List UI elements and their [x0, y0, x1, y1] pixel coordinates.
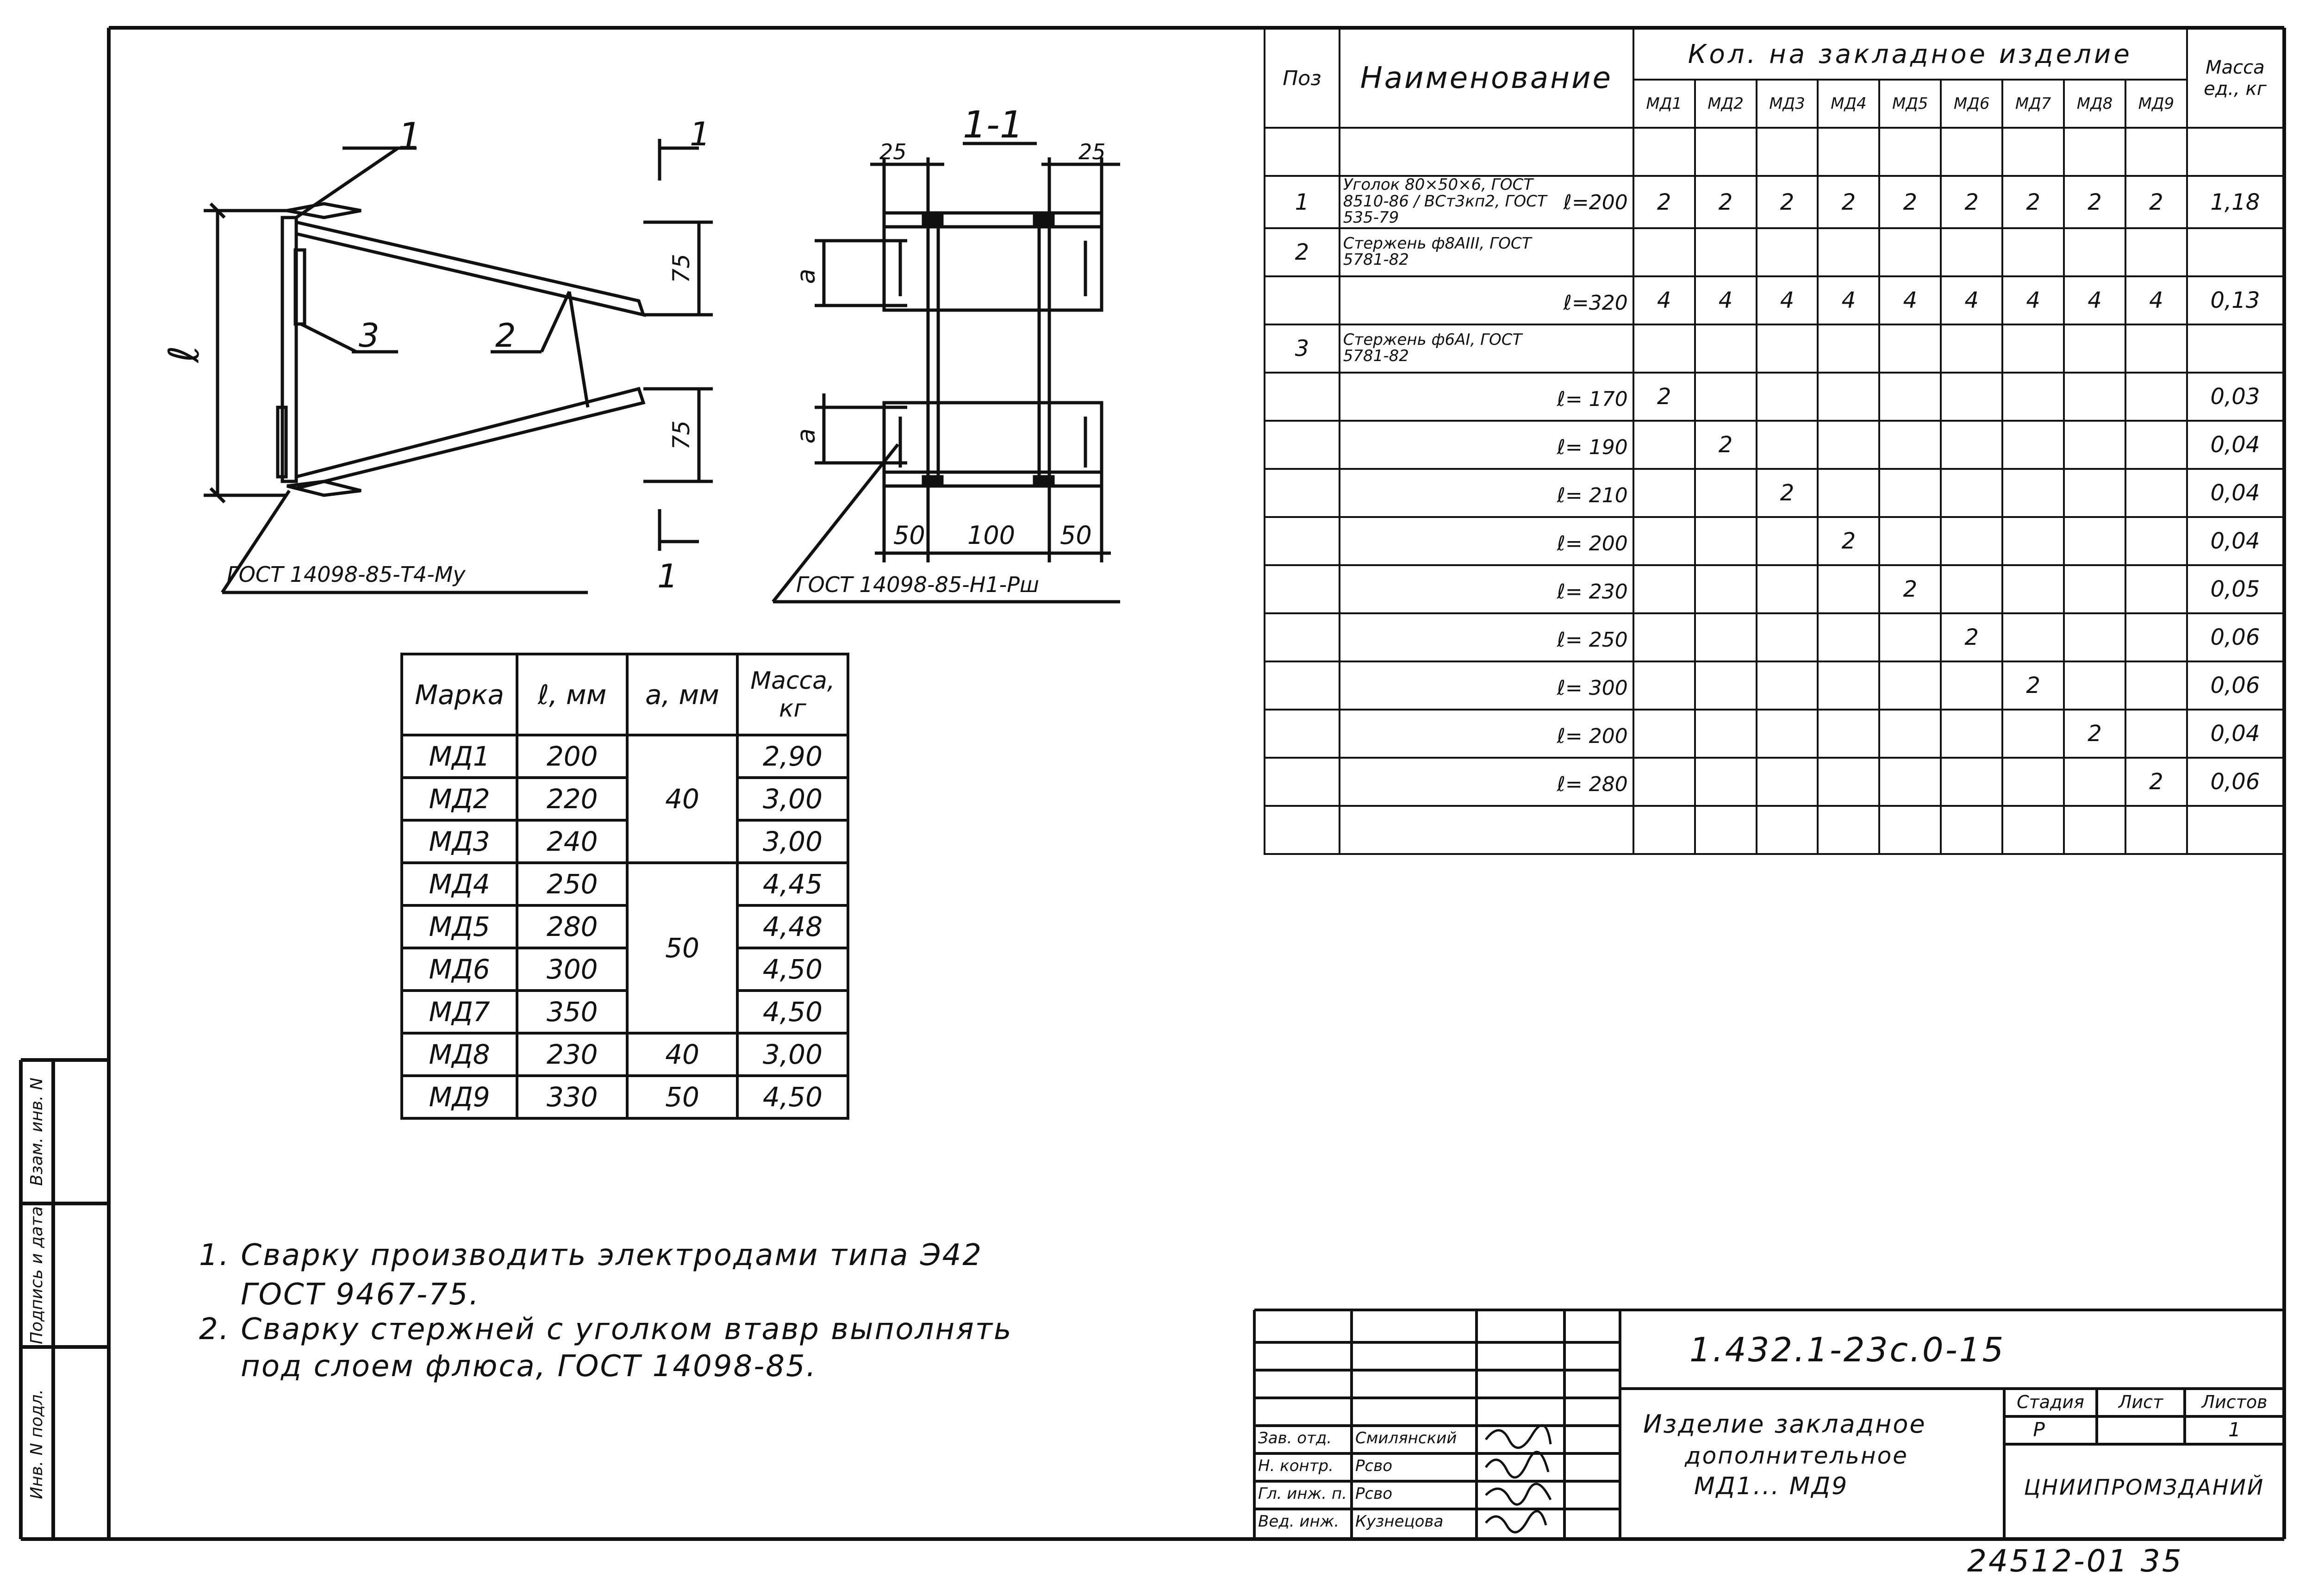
qty-cell: 2 [1818, 176, 1879, 228]
qty-cell: 4 [1633, 276, 1695, 324]
stage-value: Р [2033, 1418, 2045, 1441]
pos-cell: 2 [1265, 228, 1340, 276]
length-text: ℓ= 190 [1557, 436, 1628, 460]
mass-cell: 4,50 [737, 948, 848, 991]
person-role: Н. контр. [1258, 1457, 1334, 1475]
dim-25-left: 25 [879, 139, 907, 164]
qty-cell: 2 [1757, 469, 1818, 517]
mass-cell: 3,00 [737, 778, 848, 820]
pos-cell: 3 [1265, 324, 1340, 373]
mass-cell: 0,04 [2187, 469, 2283, 517]
mass-cell: 0,05 [2187, 565, 2283, 613]
qty-cell: 2 [2002, 176, 2064, 228]
sheets-label: Листов [2201, 1392, 2268, 1412]
l-cell: 250 [517, 863, 627, 905]
mass-cell: 4,50 [737, 1076, 848, 1118]
marks-header-mass: Масса, кг [737, 654, 848, 735]
qty-cell: 4 [1757, 276, 1818, 324]
qty-cell: 2 [2125, 758, 2187, 806]
mass-cell: 0,04 [2187, 421, 2283, 469]
section-mark-bottom: 1 [657, 557, 678, 595]
mark-cell: МД4 [402, 863, 517, 905]
qty-cell: 4 [1879, 276, 1941, 324]
section-title: 1-1 [963, 103, 1023, 146]
mass-cell: 4,48 [737, 905, 848, 948]
side-stamp-replace: Взам. инв. N [27, 1078, 46, 1186]
a-cell: 50 [627, 1076, 737, 1118]
mark-cell: МД6 [402, 948, 517, 991]
mass-cell: 4,50 [737, 991, 848, 1033]
l-cell: 330 [517, 1076, 627, 1118]
l-cell: 230 [517, 1033, 627, 1076]
mass-cell: 1,18 [2187, 176, 2283, 228]
l-cell: 350 [517, 991, 627, 1033]
mark-header: МД6 [1941, 80, 2002, 128]
mass-cell: 0,06 [2187, 661, 2283, 710]
mark-cell: МД7 [402, 991, 517, 1033]
mark-cell: МД8 [402, 1033, 517, 1076]
mass-cell: 3,00 [737, 1033, 848, 1076]
length-text: ℓ= 200 [1557, 724, 1628, 748]
dim-50-left: 50 [893, 521, 925, 550]
mark-cell: МД1 [402, 735, 517, 778]
callout-1: 1 [398, 115, 422, 158]
person-role: Зав. отд. [1258, 1429, 1332, 1447]
dim-100: 100 [967, 521, 1016, 550]
note-2: 2. Сварку стержней с уголком втавр выполнять [199, 1312, 1013, 1347]
name-text: Уголок 80×50×6, ГОСТ 8510-86 / ВСт3кп2, ГОСТ 535-79 [1343, 175, 1547, 227]
side-stamp-sign: Подпись и дата [27, 1206, 46, 1345]
dim-a-bottom: a [791, 428, 821, 444]
dim-75-bottom: 75 [667, 420, 695, 450]
name-text: Стержень ф8АIII, ГОСТ 5781-82 [1343, 234, 1532, 269]
dim-75-top: 75 [667, 254, 695, 283]
marks-header-a: a, мм [627, 654, 737, 735]
mark-header: МД5 [1879, 80, 1941, 128]
qty-cell: 2 [1941, 613, 2002, 661]
a-cell: 40 [627, 735, 737, 863]
qty-cell: 2 [1879, 565, 1941, 613]
mark-cell: МД3 [402, 820, 517, 863]
qty-cell: 2 [1757, 176, 1818, 228]
length-text: ℓ= 170 [1557, 387, 1628, 411]
length-text: ℓ= 280 [1557, 773, 1628, 797]
mass-cell: 0,06 [2187, 758, 2283, 806]
qty-cell: 2 [1633, 373, 1695, 421]
note-1-cont: ГОСТ 9467-75. [241, 1278, 480, 1312]
mark-header: МД1 [1633, 80, 1695, 128]
dim-25-right: 25 [1078, 139, 1106, 164]
mass-cell: 2,90 [737, 735, 848, 778]
section-mark-top: 1 [690, 115, 710, 153]
spec-header-qty: Кол. на закладное изделие [1633, 29, 2187, 80]
person-name: Кузнецова [1355, 1512, 1444, 1531]
l-cell: 280 [517, 905, 627, 948]
qty-cell: 2 [1879, 176, 1941, 228]
note-2-cont: под слоем флюса, ГОСТ 14098-85. [241, 1349, 817, 1384]
stage-label: Стадия [2017, 1392, 2084, 1412]
qty-cell: 2 [2064, 176, 2125, 228]
mass-cell: 0,04 [2187, 710, 2283, 758]
qty-cell: 2 [1818, 517, 1879, 565]
sheet-label: Лист [2118, 1392, 2163, 1412]
org-name: ЦНИИПРОМЗДАНИЙ [2024, 1475, 2265, 1500]
qty-cell: 2 [1941, 176, 2002, 228]
mark-header: МД4 [1818, 80, 1879, 128]
weld-label-right: ГОСТ 14098-85-Н1-Рш [796, 572, 1040, 597]
mark-cell: МД2 [402, 778, 517, 820]
mass-cell: 0,03 [2187, 373, 2283, 421]
mark-header: МД9 [2125, 80, 2187, 128]
qty-cell: 4 [2002, 276, 2064, 324]
length-text: ℓ= 200 [1557, 532, 1628, 556]
qty-cell: 4 [1818, 276, 1879, 324]
mass-cell: 3,00 [737, 820, 848, 863]
doc-code: 1.432.1-23с.0-15 [1689, 1330, 2006, 1369]
qty-cell: 2 [1633, 176, 1695, 228]
mass-cell: 0,06 [2187, 613, 2283, 661]
length-text: ℓ= 300 [1557, 676, 1628, 700]
length-text: ℓ= 250 [1557, 628, 1628, 652]
item-name-3: МД1... МД9 [1694, 1472, 1849, 1500]
callout-3: 3 [359, 317, 380, 355]
name-text: Стержень ф6АI, ГОСТ 5781-82 [1343, 330, 1522, 366]
length-text: ℓ=320 [1563, 291, 1628, 315]
item-name-2: дополнительное [1685, 1442, 1908, 1469]
qty-cell: 4 [1941, 276, 2002, 324]
qty-cell: 4 [2125, 276, 2187, 324]
callout-2: 2 [495, 317, 516, 355]
mark-cell: МД5 [402, 905, 517, 948]
qty-cell: 2 [1695, 421, 1757, 469]
item-name-1: Изделие закладное [1643, 1409, 1926, 1439]
marks-header-l: ℓ, мм [517, 654, 627, 735]
mass-cell: 4,45 [737, 863, 848, 905]
mark-header: МД3 [1757, 80, 1818, 128]
dim-l: ℓ [160, 345, 209, 363]
note-1: 1. Сварку производить электродами типа Э42 [199, 1238, 983, 1272]
length-text: ℓ=200 [1563, 191, 1628, 214]
length-text: ℓ= 210 [1557, 484, 1628, 508]
dim-50-right: 50 [1060, 521, 1092, 550]
qty-cell: 2 [2002, 661, 2064, 710]
mark-header: МД2 [1695, 80, 1757, 128]
qty-cell: 2 [2064, 710, 2125, 758]
qty-cell: 2 [1695, 176, 1757, 228]
l-cell: 200 [517, 735, 627, 778]
mark-header: МД8 [2064, 80, 2125, 128]
side-stamp-inv: Инв. N подл. [27, 1389, 46, 1499]
spec-header-name: Наименование [1340, 29, 1633, 128]
a-cell: 40 [627, 1033, 737, 1076]
mark-cell: МД9 [402, 1076, 517, 1118]
person-name: Рсво [1355, 1457, 1393, 1475]
qty-cell: 2 [2125, 176, 2187, 228]
person-role: Вед. инж. [1258, 1512, 1340, 1531]
mark-header: МД7 [2002, 80, 2064, 128]
person-name: Смилянский [1355, 1429, 1457, 1447]
footer-code: 24512-01 35 [1967, 1543, 2183, 1579]
marks-header-mark: Марка [402, 654, 517, 735]
person-name: Рсво [1355, 1484, 1393, 1503]
length-text: ℓ= 230 [1557, 580, 1628, 604]
l-cell: 240 [517, 820, 627, 863]
l-cell: 220 [517, 778, 627, 820]
mass-cell: 0,13 [2187, 276, 2283, 324]
l-cell: 300 [517, 948, 627, 991]
qty-cell: 4 [2064, 276, 2125, 324]
spec-header-pos: Поз [1265, 29, 1340, 128]
person-role: Гл. инж. п. [1258, 1484, 1347, 1503]
sheets-value: 1 [2228, 1418, 2241, 1441]
qty-cell: 4 [1695, 276, 1757, 324]
pos-cell: 1 [1265, 176, 1340, 228]
spec-header-mass: Масса ед., кг [2187, 29, 2283, 128]
dim-a-top: a [791, 268, 821, 284]
weld-label-left: ГОСТ 14098-85-Т4-Му [227, 562, 466, 587]
mass-cell: 0,04 [2187, 517, 2283, 565]
a-cell: 50 [627, 863, 737, 1033]
